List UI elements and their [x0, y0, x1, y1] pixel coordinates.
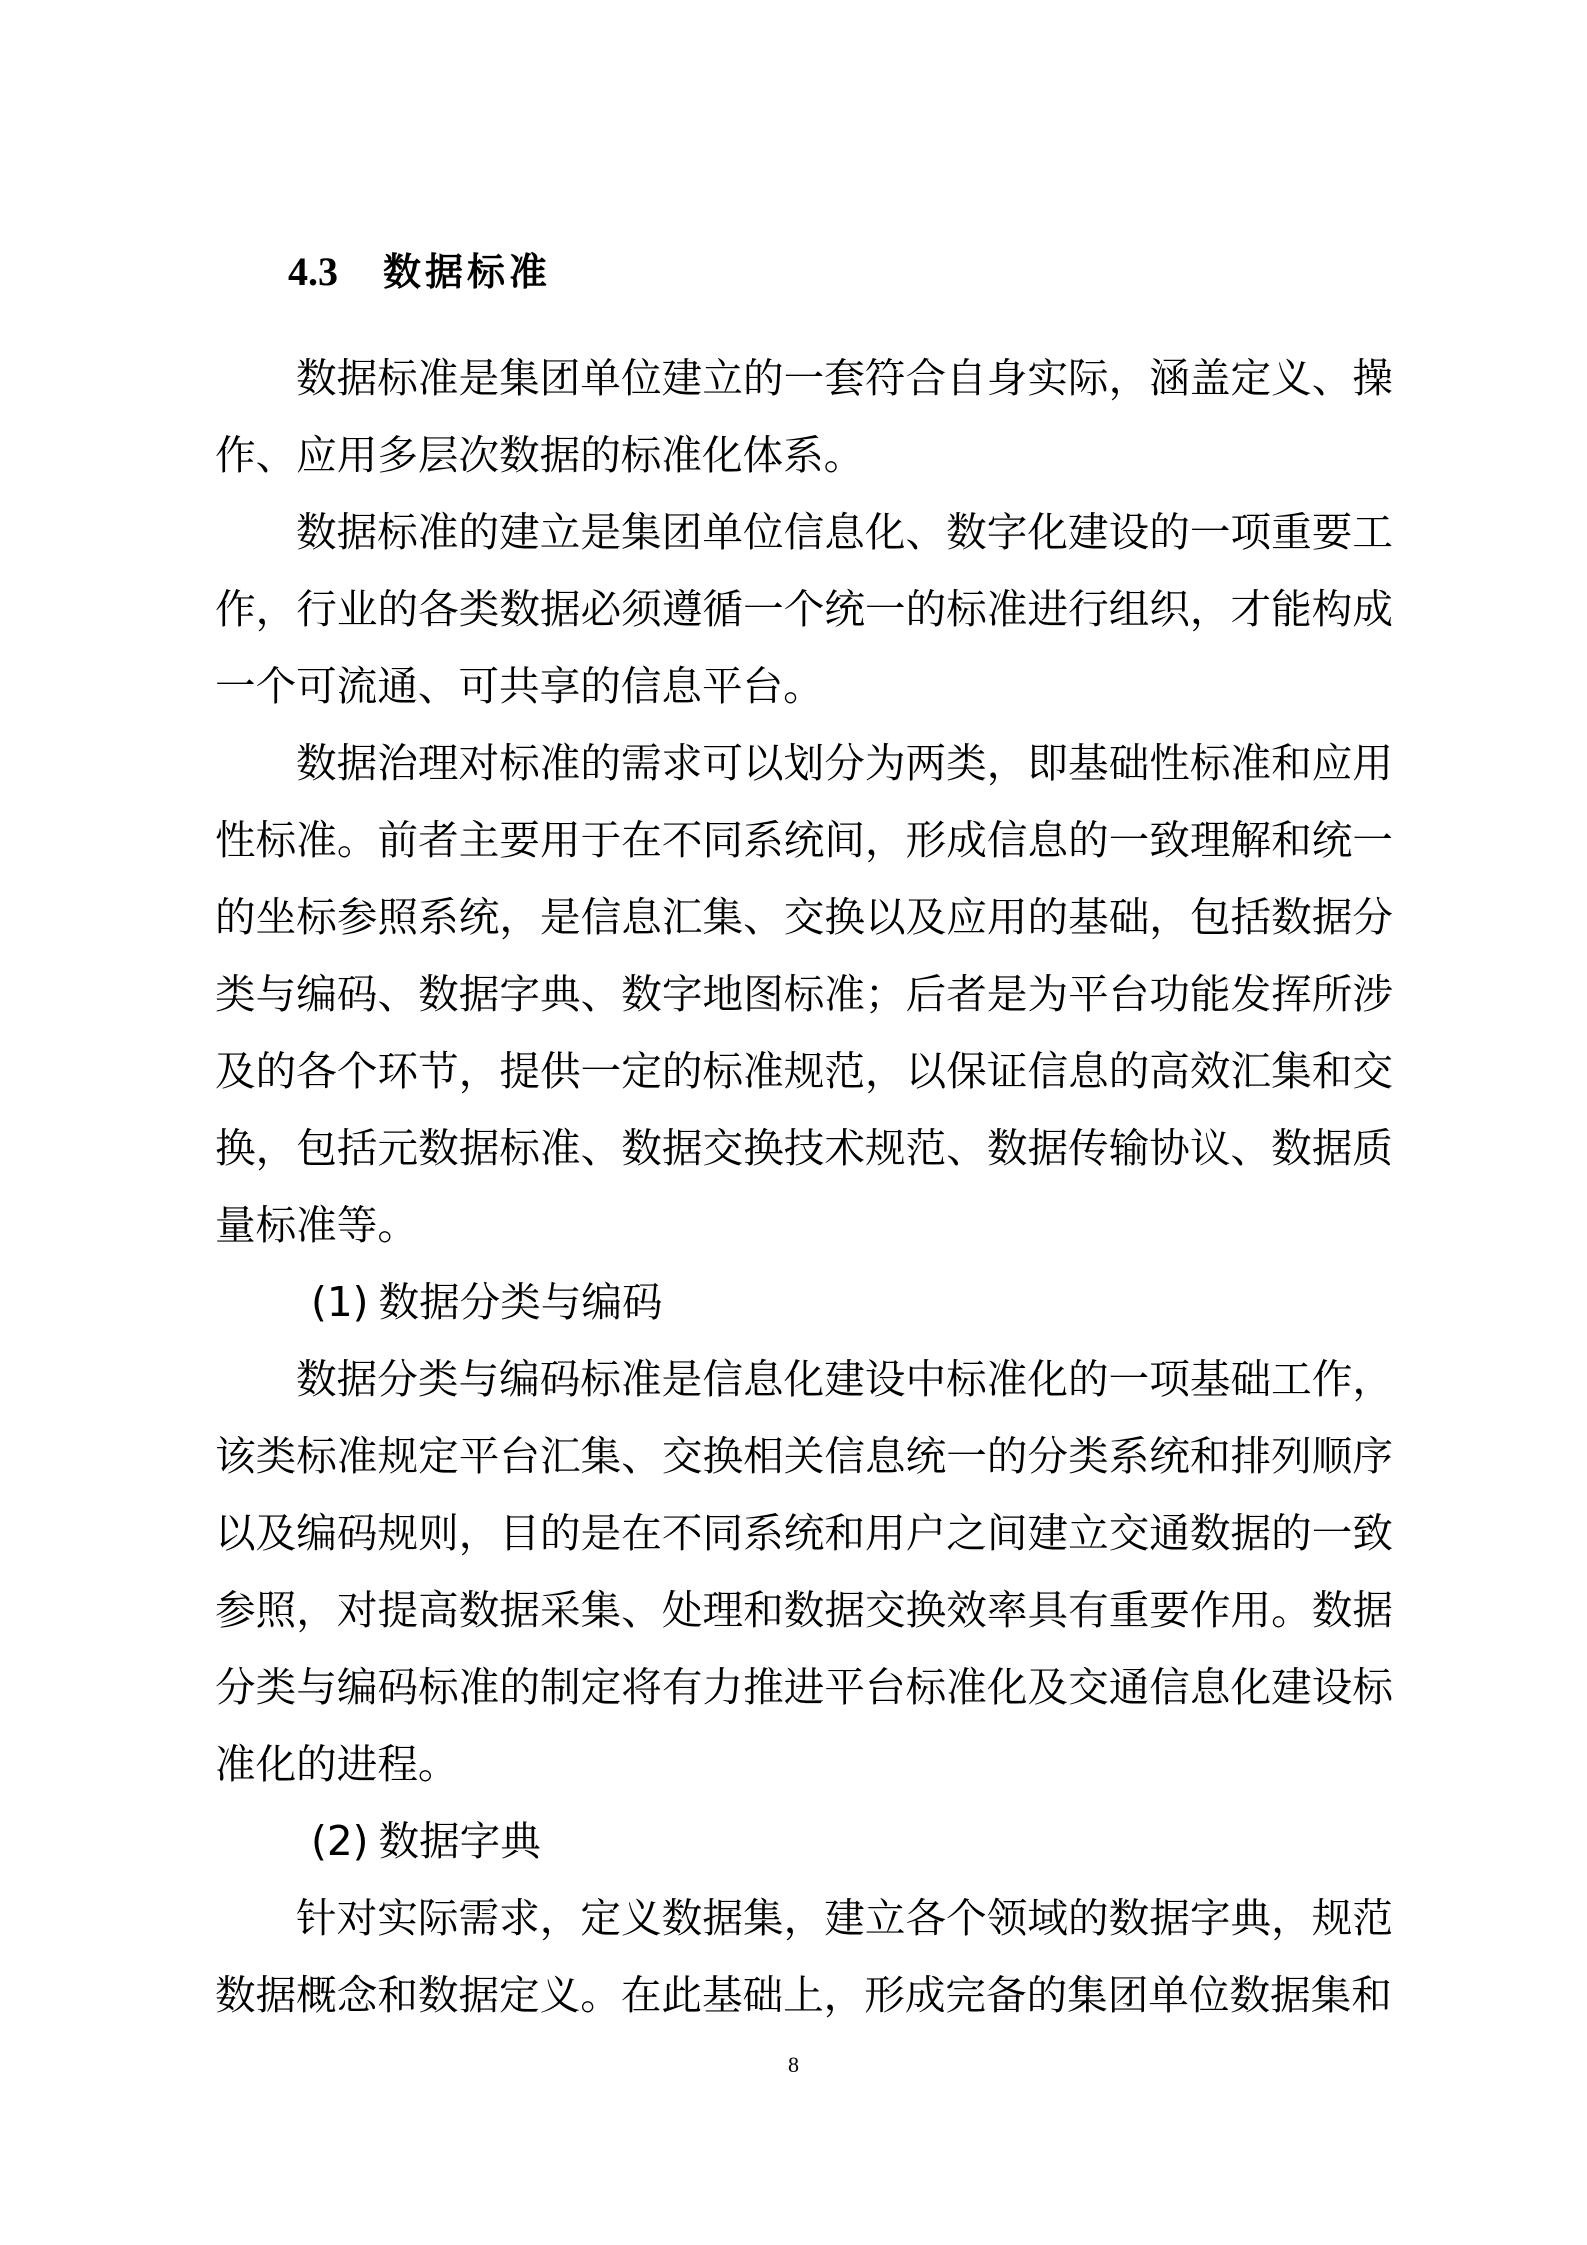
paragraph-data-dictionary: 针对实际需求，定义数据集，建立各个领域的数据字典，规范数据概念和数据定义。在此基础上，形成完备的集团单位数据集和: [215, 1894, 1393, 2019]
paragraph-standard-types: 数据治理对标准的需求可以划分为两类，即基础性标准和应用性标准。前者主要用于在不同系统间，形成信息的一致理解和统一的坐标参照系统，是信息汇集、交换以及应用的基础，包括数据分类与编码、数据字典、数字地图标准；后者是为平台功能发挥所涉及的各个环节，提供一定的标准规范，以保证信息的高效汇集和交换，包括元数据标准、数据交换技术规范、数据传输协议、数据质量标准等。: [215, 739, 1393, 1249]
subheading-marker: (1): [311, 1278, 369, 1326]
section-number: 4.3: [288, 249, 338, 294]
page-number: 8: [788, 2052, 799, 2077]
page-content: [215, 236, 1393, 2034]
paragraph-classification-coding: 数据分类与编码标准是信息化建设中标准化的一项基础工作，该类标准规定平台汇集、交换相关信息统一的分类系统和排列顺序以及编码规则，目的是在不同系统和用户之间建立交通数据的一致参照，对提高数据采集、处理和数据交换效率具有重要作用。数据分类与编码标准的制定将有力推进平台标准化及交通信息化建设标准化的进程。: [215, 1355, 1393, 1788]
paragraph-definition: 数据标准是集团单位建立的一套符合自身实际，涵盖定义、操作、应用多层次数据的标准化体系。: [215, 354, 1393, 479]
paragraph-importance: 数据标准的建立是集团单位信息化、数字化建设的一项重要工作，行业的各类数据必须遵循一个统一的标准进行组织，才能构成一个可流通、可共享的信息平台。: [215, 508, 1393, 710]
subheading-marker: (2): [311, 1817, 369, 1865]
subheading-data-dictionary: [215, 1803, 1393, 1880]
section-title: 数据标准: [383, 250, 552, 294]
subheading-text: 数据字典: [378, 1817, 541, 1865]
subheading-classification-coding: [215, 1264, 1393, 1341]
section-heading: [288, 236, 1393, 308]
subheading-text: 数据分类与编码: [378, 1278, 663, 1326]
